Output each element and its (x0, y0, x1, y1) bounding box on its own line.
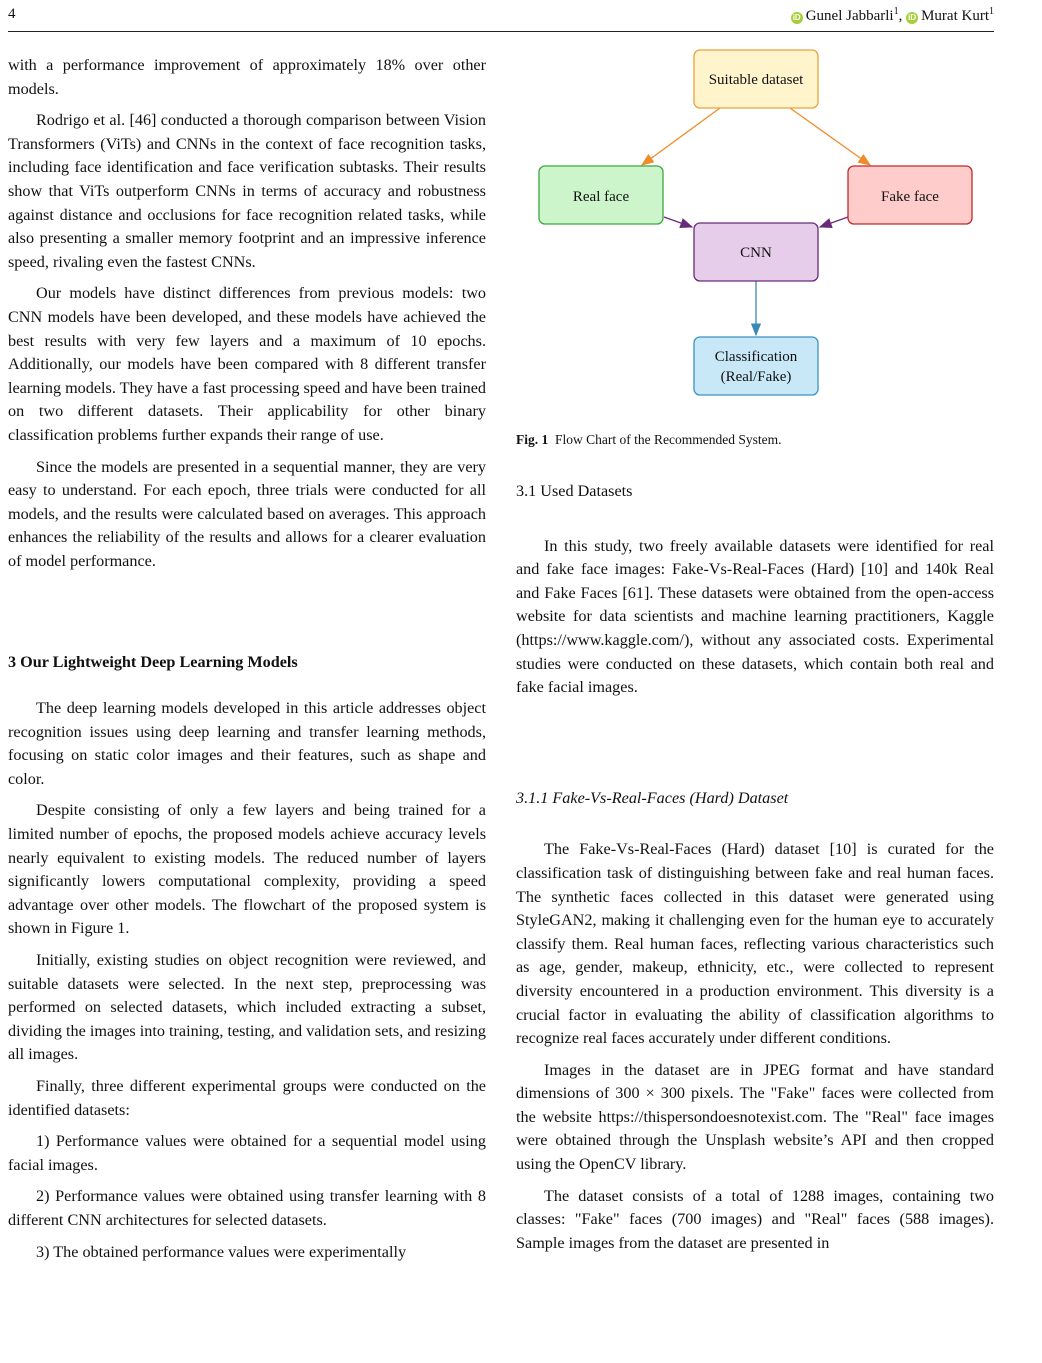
paragraph: Our models have distinct differences from previous models: two CNN models have been developed, and these models have achieved the best results with very few layers and a maximum of 10 epochs. Additionally, our models have been compared with 8 different transfer learning models. They have a fast processing speed and have been trained on two different datasets. Their applicability for other binary classification problems further expands their range of use. (8, 284, 486, 444)
orcid-icon[interactable]: iD (792, 13, 801, 22)
orcid-icon[interactable]: iD (908, 13, 917, 22)
paragraph: In this study, two freely available datasets were identified for real and fake face images: Fake-Vs-Real-Faces (Hard) [10] and 140k Real and Fake Faces [61]. These datasets were obtained from the open-access website for data scientists and machine learning practitioners, Kaggle (https://www.kaggle.com/), without any associated costs. Experimental studies were conducted on these datasets, which contain both real and fake facial images. (516, 536, 994, 697)
figure-caption-text: Flow Chart of the Recommended System. (555, 432, 782, 447)
paragraph: Finally, three different experimental groups were conducted on the identified datasets: (8, 1076, 486, 1119)
left-column (8, 54, 486, 1272)
arrow-suitable-to-real (642, 108, 720, 165)
arrow-suitable-to-fake (790, 108, 870, 165)
author-affiliation: 1 (893, 6, 899, 17)
box-classification-shape (694, 337, 818, 395)
arrow-fake-to-cnn (820, 217, 848, 227)
subsection-heading: 3.1 Used Datasets (516, 482, 633, 500)
paragraph: Despite consisting of only a few layers and being trained for a limited number of epochs, the proposed models achieve accuracy levels nearly equivalent to existing models. The reduced number of layers significantly lowers computational complexity, providing a speed advantage over other models. The flowchart of the proposed system is shown in Figure 1. (8, 801, 486, 938)
box-classification-label-line1: Classification (714, 349, 798, 365)
paragraph: Images in the dataset are in JPEG format and have standard dimensions of 300 × 300 pixels. The "Fake" faces were collected from the website https://thispersondoesnotexist.com. The "Real" face images were obtained through the Unsplash website’s API and then cropped using the OpenCV library. (516, 1060, 994, 1174)
box-classification (694, 337, 818, 395)
paragraph: The dataset consists of a total of 1288 images, containing two classes: "Fake" faces (700 images) and "Real" faces (588 images). Sample images from the dataset are presented in (516, 1186, 994, 1252)
author-separator: , (898, 8, 907, 24)
right-column (516, 480, 994, 1263)
arrow-real-to-cnn (664, 217, 692, 227)
author-name: Murat Kurt (921, 8, 989, 24)
figure-caption (516, 432, 781, 448)
flowchart-diagram (530, 45, 980, 405)
list-item: 1) Performance values were obtained for a sequential model using facial images. (8, 1132, 486, 1174)
paragraph: with a performance improvement of approximately 18% over other models. (8, 56, 486, 98)
box-fake-face (848, 166, 972, 224)
header-rule (8, 31, 994, 32)
box-real-face (539, 166, 663, 224)
box-suitable-dataset-label: Suitable dataset (708, 72, 804, 88)
paragraph: The deep learning models developed in this article addresses object recognition issues using deep learning and transfer learning methods, focusing on static color images and their features, such as shape and color. (8, 699, 486, 788)
box-classification-label-line2: (Real/Fake) (720, 369, 792, 385)
list-item: 3) The obtained performance values were experimentally (36, 1242, 407, 1261)
paragraph: The Fake-Vs-Real-Faces (Hard) dataset [10] is curated for the classification task of distinguishing between fake and real human faces. The synthetic faces collected in this dataset were generated using StyleGAN2, making it challenging even for the human eye to accurately classify them. Real human faces, reflecting various characteristics such as age, gender, makeup, ethnicity, etc., were collected to represent diversity encountered in a production environment. This diversity is a crucial factor in evaluating the ability of classification algorithms to recognize real faces accurately under different conditions. (516, 840, 994, 1048)
box-fake-face-label: Fake face (881, 189, 939, 205)
subsubsection-heading: 3.1.1 Fake-Vs-Real-Faces (Hard) Dataset (516, 788, 789, 807)
running-header (8, 6, 994, 28)
author-affiliation: 1 (989, 6, 994, 17)
paragraph: Initially, existing studies on object recognition were reviewed, and suitable datasets were selected. In the next step, preprocessing was performed on selected datasets, which included extracting a subset, dividing the images into training, testing, and validation sets, and resizing all images. (8, 951, 486, 1064)
author-list (791, 6, 994, 25)
box-real-face-label: Real face (572, 189, 630, 205)
box-suitable-dataset (694, 50, 818, 108)
box-cnn (694, 223, 818, 281)
paragraph: Rodrigo et al. [46] conducted a thorough comparison between Vision Transformers (ViTs) and CNNs in the context of face recognition tasks, including face identification and face verification subtasks. Their results show that ViTs outperform CNNs in terms of accuracy and robustness against distance and occlusions for face recognition related tasks, while also presenting a smaller memory footprint and an impressive inference speed, rivaling even the fastest CNNs. (8, 111, 486, 271)
figure-caption-label: Fig. 1 (516, 432, 549, 447)
box-cnn-label: CNN (740, 245, 772, 261)
section-heading: 3 Our Lightweight Deep Learning Models (8, 653, 298, 672)
page-number: 4 (8, 6, 16, 22)
paragraph: Since the models are presented in a sequential manner, they are very easy to understand. For each epoch, three trials were conducted for all models, and the results were calculated based on averages. This approach enhances the reliability of the results and allows for a clearer evaluation of model performance. (8, 457, 486, 570)
author-name: Gunel Jabbarli (805, 8, 894, 24)
list-item: 2) Performance values were obtained using transfer learning with 8 different CNN architectures for selected datasets. (8, 1187, 486, 1229)
